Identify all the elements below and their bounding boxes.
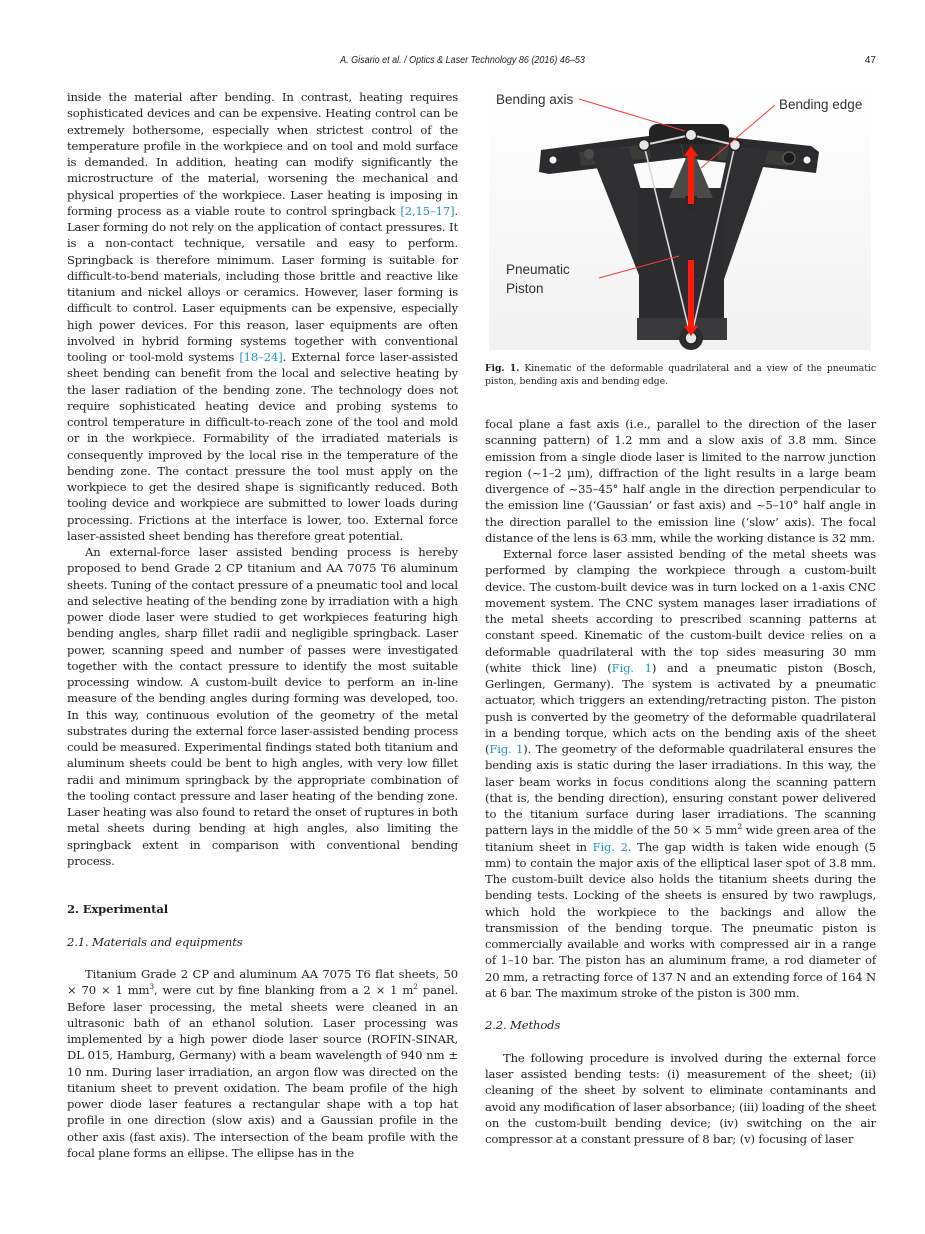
label-pneumatic: Pneumatic [506,262,570,277]
page-number: 47 [864,55,876,66]
paragraph-methods: The following procedure is involved during the external force laser assisted bending tests: (i) measurement of the sheet; (ii) cleaning of the sheet by solvent to eliminate contaminants and avoid any modification of laser absorbance; (iii) loading of the sheet on the custom-built bending device; (iv) switching on the air compressor at a constant pressure of 8 bar; (v) focusing of laser [485,1050,876,1146]
running-header [0,55,925,71]
right-column [485,416,876,1147]
citation-link[interactable]: [2,15–17] [400,203,455,218]
left-column [67,89,458,1161]
figure-link[interactable]: Fig. 1 [489,742,524,756]
label-bending-edge: Bending edge [779,97,863,112]
paragraph-beam-focal: focal plane a fast axis (i.e., parallel to the direction of the laser scanning pattern) of 1.2 mm and a slow axis of 3.8 mm. Since emission from a single diode laser is limited to the narrow junction region (~1–2 μm), diffraction of the light results in a large beam divergence of ~35–45° half angle in the direction perpendicular to the emission line (‘Gaussian’ or fast axis) and ~5–10° half angle in the direction parallel to the emission line (‘slow’ axis). The focal distance of the lens is 63 mm, while the working distance is 32 mm. [485,417,876,545]
label-piston: Piston [506,281,544,296]
spacer [67,869,458,901]
paragraph-device: External force laser assisted bending of the metal sheets was performed by clamping the workpiece through a custom-built device. The custom-built device was in turn locked on a 1-axis CNC movement system. The CNC system manages laser irradiations of the metal sheets according to prescribed scanning patterns at constant speed. Kinematic of the custom-built device relies on a deformable quadrilateral with the top sides measuring 30 mm (white thick line) (Fig. 1) and a pneumatic piston (Bosch, Gerlingen, Germany). The system is activated by a pneumatic actuator, which triggers an extending/retracting piston. The piston push is converted by the geometry of the deformable quadrilateral in a bending torque, which acts on the bending axis of the sheet (Fig. 1). The geometry of the deformable quadrilateral ensures the bending axis is static during the laser irradiations. In this way, the laser beam works in focus conditions along the scanning pattern (that is, the bending direction), ensuring constant power delivered to the titanium surface during laser irradiations. The scanning pattern lays in the middle of the 50 × 5 $mm^2$ wide green area of the titanium sheet in Fig. 2. The gap width is taken wide enough (5 mm) to contain the major axis of the elliptical laser spot of 3.8 mm. The custom-built device also holds the titanium sheets during the bending tests. Locking of the sheets is ensured by two rawplugs, which hold the workpiece to the backings and allow the transmission of the bending torque. The pneumatic piston is commercially available and works with compressed air in a range of 1–10 bar. The piston has an aluminum frame, a rod diameter of 20 mm, a retracting force of 137 N and an extending force of 164 N at 6 bar. The maximum stroke of the piston is 300 mm. [485,547,876,1000]
figure-link[interactable]: Fig. 2 [592,839,628,854]
citation-link[interactable]: [18–24] [239,350,283,364]
paragraph-proposal: An external-force laser assisted bending process is hereby proposed to bend Grade 2 CP titanium and AA 7075 T6 aluminum sheets. Tuning of the contact pressure of a pneumatic tool and local and selective heating of the bending zone by irradiation with a high power diode laser were studied to get workpieces featuring high bending angles, sharp fillet radii and negligible springback. Laser power, scanning speed and number of passes were investigated together with the contact pressure to identify the most suitable processing window. A custom-built device to perform an in-line measure of the bending angles during forming was developed, too. In this way, continuous evolution of the geometry of the metal substrates during the external force laser-assisted bending process could be measured. Experimental findings stated both titanium and aluminum sheets could be bent to high angles, with very low fillet radii and minimum springback by the appropriate combination of the tooling contact pressure and laser heating of the bending zone. Laser heating was also found to retard the onset of ruptures in both metal sheets during bending at high angles, also limiting the springback extent in comparison with conventional bending process. [67,545,458,868]
spacer [67,950,458,966]
quadrilateral-device-illustration [489,88,871,350]
subsection-heading: 2.1. Materials and equipments [67,934,243,949]
figure-link[interactable]: Fig. 1 [611,660,652,675]
figure-number: Fig. 1. [485,363,520,374]
paragraph-intro-continued: inside the material after bending. In contrast, heating requires sophisticated devices and can be expensive. Heating control can be extremely bothersome, especially when strictest control of the temperature profile in the workpiece and on tool and mold surface is demanded. In addition, heating can modify significantly the microstructure of the material, worsening the mechanical and physical properties of the workpiece. Laser heating is imposing in forming process as a viable route to control springback [2,15–17]. Laser forming do not rely on the application of contact pressures. It is a non-contact technique, versatile and easy to perform. Springback is therefore minimum. Laser forming is suitable for difficult-to-bend materials, including those brittle and reactive like titanium and nickel alloys or ceramics. However, laser forming is difficult to control. Laser equipments can be expensive, especially high power devices. For this reason, laser equipments are often involved in hybrid forming systems together with conventional tooling or tool-mold systems [18–24]. External force laser-assisted sheet bending can benefit from the local and selective heating by the laser radiation of the bending zone. The technology does not require sophisticated heating device and probing systems to control temperature in difficult-to-reach zone of the tool and mold or in the workpiece. Formability of the irradiated materials is consequently improved by the local rise in the temperature of the bending zone. The contact pressure the tool must apply on the workpiece to get the desired shape is significantly reduced. Both tooling device and workpiece are submitted to lower loads during processing. Frictions at the interface is lower, too. External force laser-assisted sheet bending has therefore great potential. [67,90,458,543]
spacer [67,917,458,933]
journal-citation: A. Gisario et al. / Optics & Laser Technology 86 (2016) 46–53 [340,55,585,66]
spacer [485,1001,876,1017]
section-heading: 2. Experimental [67,902,168,916]
paragraph-materials: Titanium Grade 2 CP and aluminum AA 7075 T6 flat sheets, 50 × 70 × 1 $mm^3$, were cut by fine blanking from a 2 × 1 $m^2$ panel. Before laser processing, the metal sheets were cleaned in an ultrasonic bath of an ethanol solution. Laser processing was implemented by a high power diode laser source (ROFIN-SINAR, DL 015, Hamburg, Germany) with a beam wavelength of 940 nm ± 10 nm. During laser irradiation, an argon flow was directed on the titanium sheet to prevent oxidation. The beam profile of the high power diode laser features a rectangular shape with a top hat profile in one direction (slow axis) and a Gaussian profile in the other axis (fast axis). The intersection of the beam profile with the focal plane forms an ellipse. The ellipse has in the [67,967,458,1160]
subsection-heading: 2.2. Methods [485,1018,561,1033]
figure-1-caption: Fig. 1. Kinematic of the deformable quadrilateral and a view of the pneumatic piston, bending axis and bending edge. [485,363,876,387]
figure-1-image [489,88,871,350]
spacer [485,1034,876,1050]
label-bending-axis: Bending axis [496,92,574,107]
